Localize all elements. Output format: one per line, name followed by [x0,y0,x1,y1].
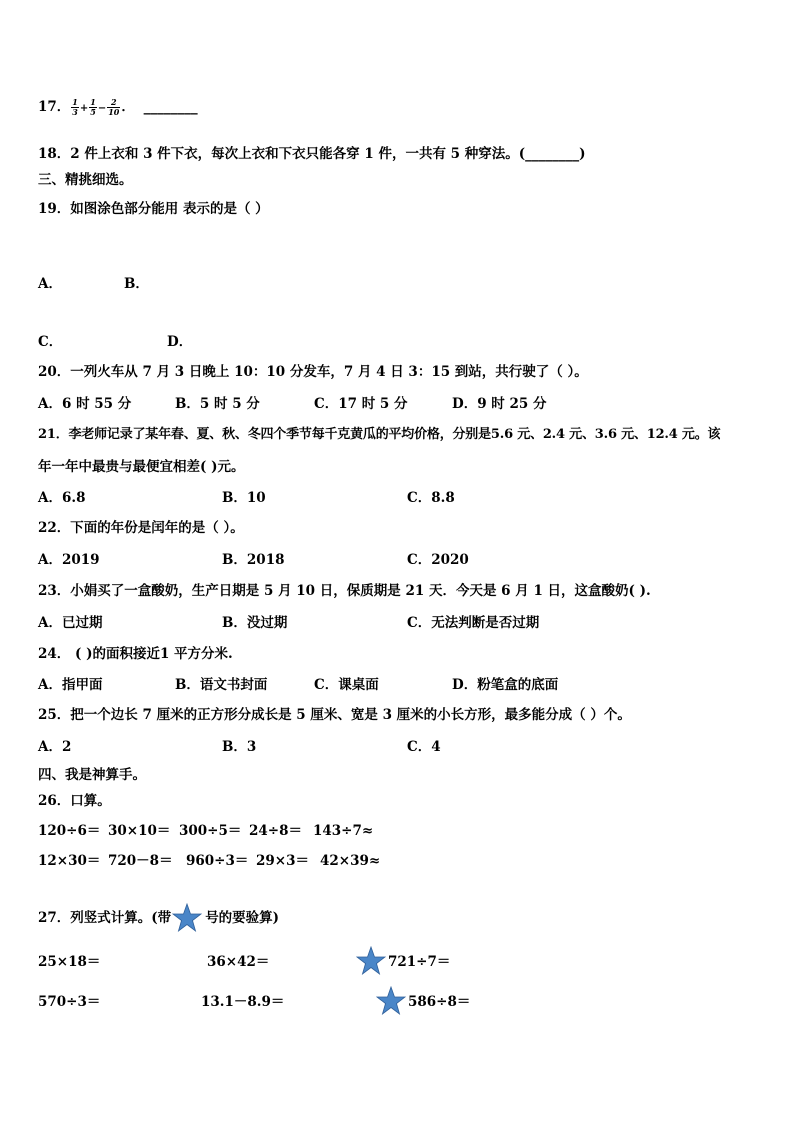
question-21-option-b: B．10 [222,490,266,506]
question-26-stem: 26．口算。 [38,793,111,809]
answer-blank: ________ [143,99,198,115]
question-25-option-c: C．4 [407,739,441,755]
question-25-option-a: A．2 [38,739,72,755]
question-21-option-a: A．6.8 [38,490,86,506]
question-19-option-a: A． [38,276,62,292]
question-24-option-b: B．语文书封面 [175,677,268,693]
question-25-option-b: B．3 [222,739,257,755]
written-calc-1-1: 25×18＝ [38,954,101,970]
mental-calc-1-5: 143÷7≈ [313,823,374,839]
question-20-option-b: B．5 时 5 分 [175,396,260,412]
written-calc-1-3: 721÷7＝ [388,954,451,970]
question-20-option-d: D．9 时 25 分 [452,396,547,412]
question-23-stem: 23．小娟买了一盒酸奶，生产日期是 5 月 10 日，保质期是 21 天．今天是 6 月 1 日，这盒酸奶( ). [38,583,651,599]
question-19-option-b: B． [124,276,149,292]
star-icon [356,946,386,976]
star-icon [172,903,202,933]
question-19-option-d: D． [167,334,193,350]
question-22-stem: 22．下面的年份是闰年的是（ ）。 [38,520,244,536]
question-23-option-c: C．无法判断是否过期 [407,615,540,631]
question-18: 18．2 件上衣和 3 件下衣，每次上衣和下衣只能各穿 1 件，一共有 5 种穿法。(________) [38,146,586,162]
fraction-1: $\frac{1}{3}$ [72,97,78,117]
mental-calc-2-1: 12×30＝ [38,853,101,869]
question-17: 17． $\frac{1}{3}$ + $\frac{1}{5}$ − $\frac{2}{10}$ ． ________ [38,97,198,117]
written-calc-2-3: 586÷8＝ [408,994,471,1010]
mental-calc-2-2: 720－8＝ [108,853,173,869]
question-22-option-c: C．2020 [407,552,469,568]
fraction-2: $\frac{1}{5}$ [90,97,96,117]
question-19-stem: 19．如图涂色部分能用 表示的是（ ） [38,201,269,217]
question-21-stem-line-1: 21．李老师记录了某年春、夏、秋、冬四个季节每千克黄瓜的平均价格，分别是5.6 元、2.4 元、3.6 元、12.4 元。该 [38,427,721,442]
question-23-option-b: B．没过期 [222,615,288,631]
question-number: 17． [38,99,71,115]
mental-calc-1-4: 24÷8＝ [249,823,302,839]
question-20-stem: 20．一列火车从 7 月 3 日晚上 10：10 分发车，7 月 4 日 3：15 到站，共行驶了（ ）。 [38,364,588,380]
mental-calc-2-5: 42×39≈ [320,853,381,869]
mental-calc-2-3: 960÷3＝ [186,853,249,869]
fraction-3: $\frac{2}{10}$ [108,97,120,117]
written-calc-2-2: 13.1－8.9＝ [201,994,285,1010]
question-21-stem-line-2: 年一年中最贵与最便宜相差( )元。 [38,459,245,475]
question-22-option-b: B．2018 [222,552,285,568]
question-22-option-a: A．2019 [38,552,100,568]
mental-calc-1-1: 120÷6＝ [38,823,101,839]
question-20-option-c: C．17 时 5 分 [314,396,408,412]
question-25-stem: 25．把一个边长 7 厘米的正方形分成长是 5 厘米、宽是 3 厘米的小长方形，最多能分成（ ）个。 [38,707,631,723]
question-24-option-c: C．课桌面 [314,677,379,693]
mental-calc-2-4: 29×3＝ [256,853,309,869]
question-19-option-c: C． [38,334,63,350]
question-23-option-a: A．已过期 [38,615,103,631]
question-21-option-c: C．8.8 [407,490,455,506]
written-calc-1-2: 36×42＝ [207,954,270,970]
question-27-stem: 27．列竖式计算。(带 号的要验算) [38,910,280,926]
mental-calc-1-3: 300÷5＝ [179,823,242,839]
section-3-heading: 三、精挑细选。 [38,172,133,188]
question-24-option-a: A．指甲面 [38,677,103,693]
written-calc-2-1: 570÷3＝ [38,994,101,1010]
question-24-option-d: D．粉笔盒的底面 [452,677,559,693]
mental-calc-1-2: 30×10＝ [108,823,171,839]
question-24-stem: 24． ( )的面积接近1 平方分米. [38,646,233,662]
star-icon [376,986,406,1016]
section-4-heading: 四、我是神算手。 [38,767,146,783]
question-20-option-a: A．6 时 55 分 [38,396,132,412]
